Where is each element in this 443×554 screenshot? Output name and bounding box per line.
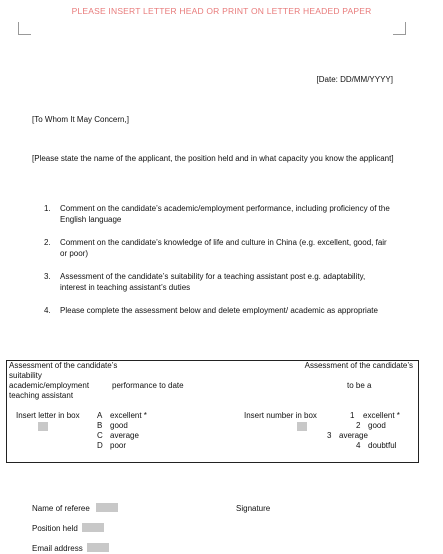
number-input-box[interactable] (297, 422, 307, 431)
scale-label: good (110, 421, 128, 430)
list-item-text: Comment on the candidate’s knowledge of life and culture in China (e.g. excellent, good, fair or poor) (60, 238, 387, 258)
scale-key: 1 (350, 411, 355, 420)
referee-name-label: Name of referee (32, 504, 90, 513)
list-item-text: Please complete the assessment below and delete employment/ academic as appropriate (60, 306, 378, 315)
crop-mark-top-left (18, 22, 31, 35)
list-item-text: Comment on the candidate’s academic/employment performance, including proficiency of the English language (60, 204, 390, 224)
scale-label: excellent * (363, 411, 400, 420)
scale-label: poor (110, 441, 127, 450)
scale-label: excellent * (110, 411, 147, 420)
letter-input-box[interactable] (38, 422, 48, 431)
scale-key: 3 (327, 431, 332, 440)
left-heading-line-5: teaching assistant (9, 391, 74, 400)
scale-label: average (110, 431, 139, 440)
left-heading-line-1: Assessment of the candidate’s (9, 361, 118, 370)
email-field[interactable] (87, 543, 109, 552)
left-heading-line-3: academic/employment (9, 381, 90, 390)
list-number: 1. (44, 204, 51, 213)
list-item (36, 203, 391, 225)
insert-number-label: Insert number in box (244, 411, 317, 420)
signature-label: Signature (236, 504, 271, 513)
position-field[interactable] (82, 523, 104, 532)
scale-key: 4 (356, 441, 361, 450)
left-heading-line-2: suitability (9, 371, 42, 380)
scale-key: 2 (356, 421, 361, 430)
crop-mark-top-right (393, 22, 406, 35)
referee-name-field[interactable] (96, 503, 118, 512)
intro-paragraph: [Please state the name of the applicant, the position held and in what capacity you know the applicant] (32, 154, 394, 163)
list-item-text: Assessment of the candidate’s suitability for a teaching assistant post e.g. adaptability, interest in teaching assistant’s duties (60, 272, 366, 292)
position-row (32, 523, 104, 534)
email-label: Email address (32, 544, 83, 553)
scale-label: average (339, 431, 368, 440)
position-label: Position held (32, 524, 78, 533)
insert-letter-label: Insert letter in box (16, 411, 80, 420)
scale-key: B (97, 421, 103, 430)
list-item (36, 271, 391, 293)
salutation: [To Whom It May Concern,] (32, 115, 129, 124)
scale-key: A (97, 411, 103, 420)
scale-label: doubtful (368, 441, 397, 450)
right-heading-line-2: to be a (347, 381, 372, 390)
referee-name-row (32, 503, 118, 514)
email-row (32, 543, 109, 554)
letterhead-instruction: PLEASE INSERT LETTER HEAD OR PRINT ON LETTER HEADED PAPER (71, 6, 372, 16)
right-heading-line-1: Assessment of the candidate’s (304, 361, 413, 370)
list-number: 4. (44, 306, 51, 315)
scale-label: good (368, 421, 386, 430)
scale-key: C (97, 431, 103, 440)
list-number: 3. (44, 272, 51, 281)
date-placeholder: [Date: DD/MM/YYYY] (316, 75, 393, 84)
scale-key: D (97, 441, 103, 450)
list-number: 2. (44, 238, 51, 247)
left-heading-line-4: performance to date (112, 381, 184, 390)
numbered-list (36, 203, 391, 328)
list-item (36, 305, 391, 316)
list-item (36, 237, 391, 259)
